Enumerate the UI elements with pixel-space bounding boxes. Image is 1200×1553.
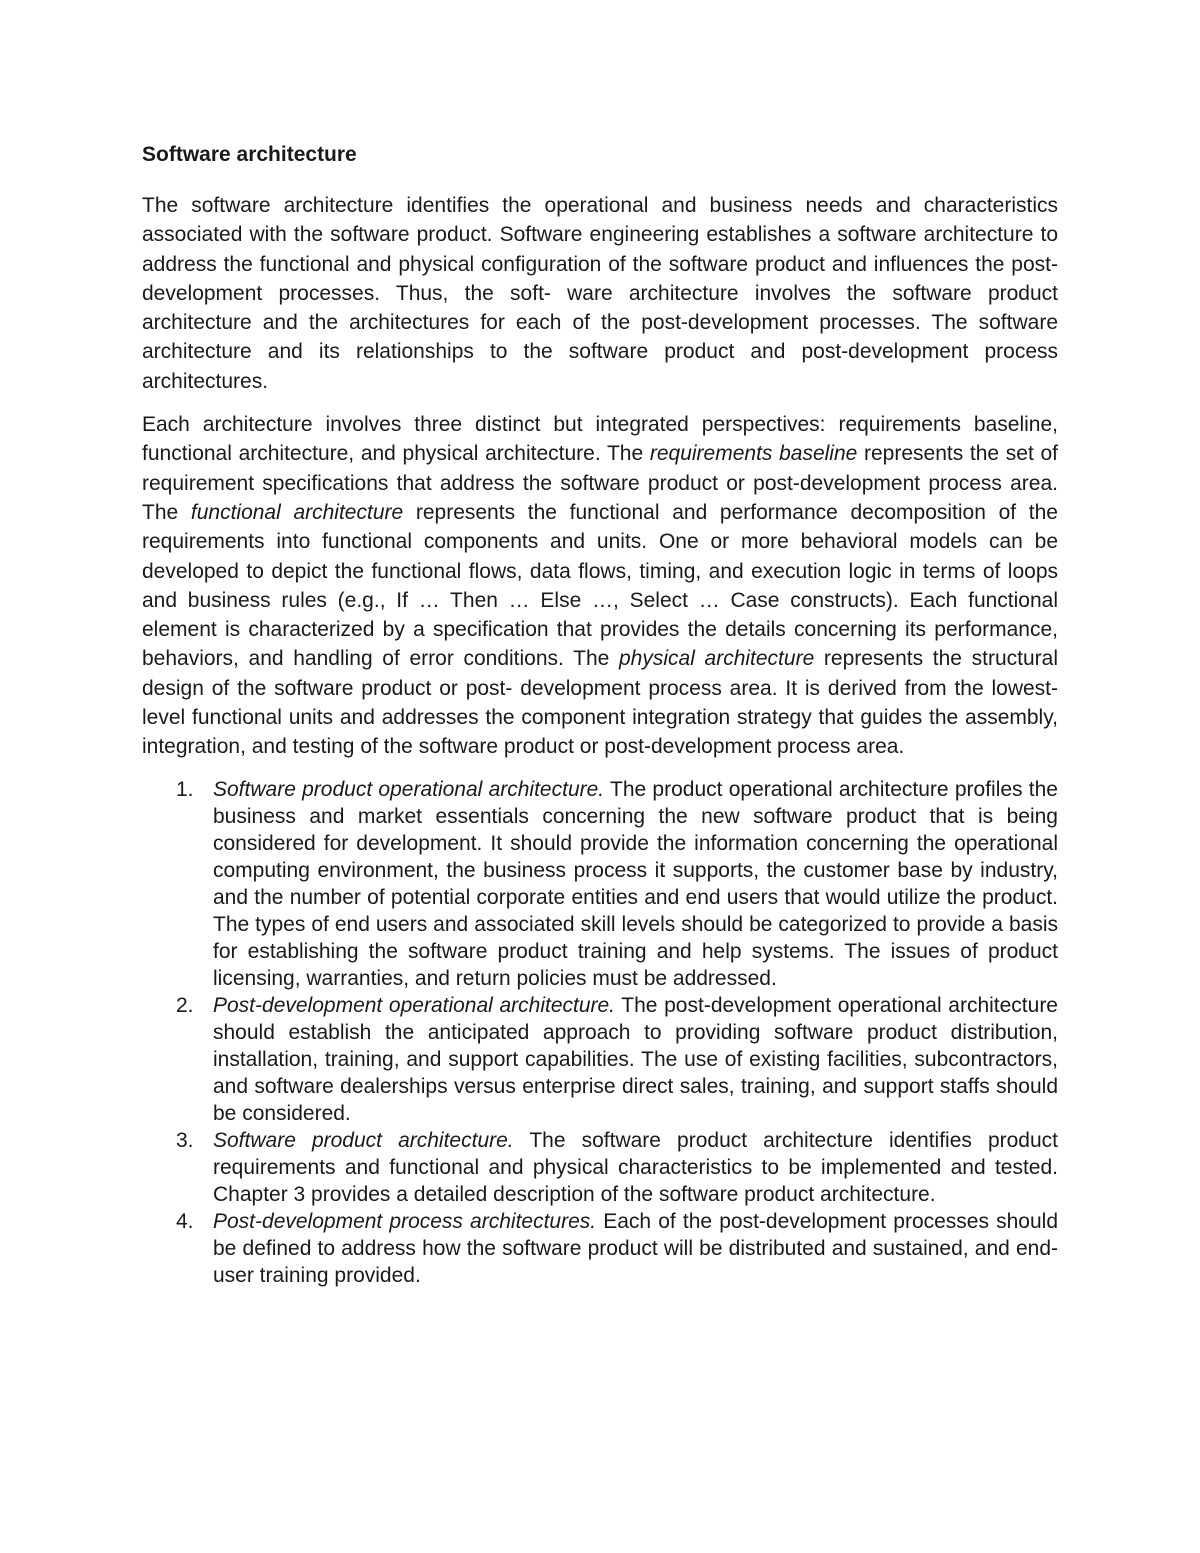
paragraph-text: Each architecture involves three distinct but integrated perspectives: requirements baseline, functional architecture, and physical architecture. The [142,413,1058,466]
architecture-list [142,776,1058,1289]
paragraph-text: represents the set of requirement specifications that address the software product or post-development process area. The [142,442,1058,524]
paragraph-text: represents the functional and performance decomposition of the requirements into functional components and units. One or more behavioral models can be developed to depict the functional flows, data flows, timing, and execution logic in terms of loops and business rules (e.g., If … Then … Else …, Select … Case constructs). Each functional element is characterized by a specification that provides the details concerning its performance, behaviors, and handling of error conditions. The [142,500,1058,671]
list-text: The software product architecture identifies product requirements and functional and physical characteristics to be implemented and tested. Chapter 3 provides a detailed description of the software product architecture. [213,1128,1058,1206]
paragraph-perspectives [142,410,1058,762]
list-item [142,1208,1058,1289]
document-title: Software architecture [142,143,357,166]
list-text: Each of the post-development processes should be defined to address how the software product will be distributed and sustained, and end-user training provided. [213,1209,1058,1287]
term-physical-architecture: physical architecture [619,647,815,671]
list-term: Software product operational architecture. [213,777,605,801]
list-term: Software product architecture. [213,1128,514,1152]
list-number: 1. [176,777,194,801]
document-page [142,140,1058,1289]
list-item [142,992,1058,1127]
list-number: 3. [176,1128,194,1152]
list-text: The post-development operational architecture should establish the anticipated approach to providing software product distribution, installation, training, and support capabilities. The use of existing facilities, subcontractors, and software dealerships versus enterprise direct sales, training, and support staffs should be considered. [213,993,1058,1125]
list-text: The product operational architecture profiles the business and market essentials concerning the new software product that is being considered for development. It should provide the information concerning the operational computing environment, the business process it supports, the customer base by industry, and the number of potential corporate entities and end users that would utilize the product. The types of end users and associated skill levels should be categorized to provide a basis for establishing the software product training and help systems. The issues of product licensing, warranties, and return policies must be addressed. [213,777,1058,990]
paragraph-intro: The software architecture identifies the operational and business needs and characteristics associated with the software product. Software engineering establishes a software architecture to address the functional and physical configuration of the software product and influences the post-development processes. Thus, the soft- ware architecture involves the software product architecture and the architectures for each of the post-development processes. The software architecture and its relationships to the software product and post-development process architectures. [142,194,1058,393]
list-term: Post-development process architectures. [213,1209,597,1233]
list-number: 2. [176,993,194,1017]
list-item [142,1127,1058,1208]
list-number: 4. [176,1209,194,1233]
term-functional-architecture: functional architecture [190,500,404,524]
list-item [142,776,1058,992]
term-requirements-baseline: requirements baseline [649,442,858,466]
list-term: Post-development operational architecture. [213,993,616,1017]
paragraph-text: represents the structural design of the software product or post- development process area. It is derived from the lowest-level functional units and addresses the component integration strategy that guides the assembly, integration, and testing of the software product or post-development process area. [142,647,1058,759]
